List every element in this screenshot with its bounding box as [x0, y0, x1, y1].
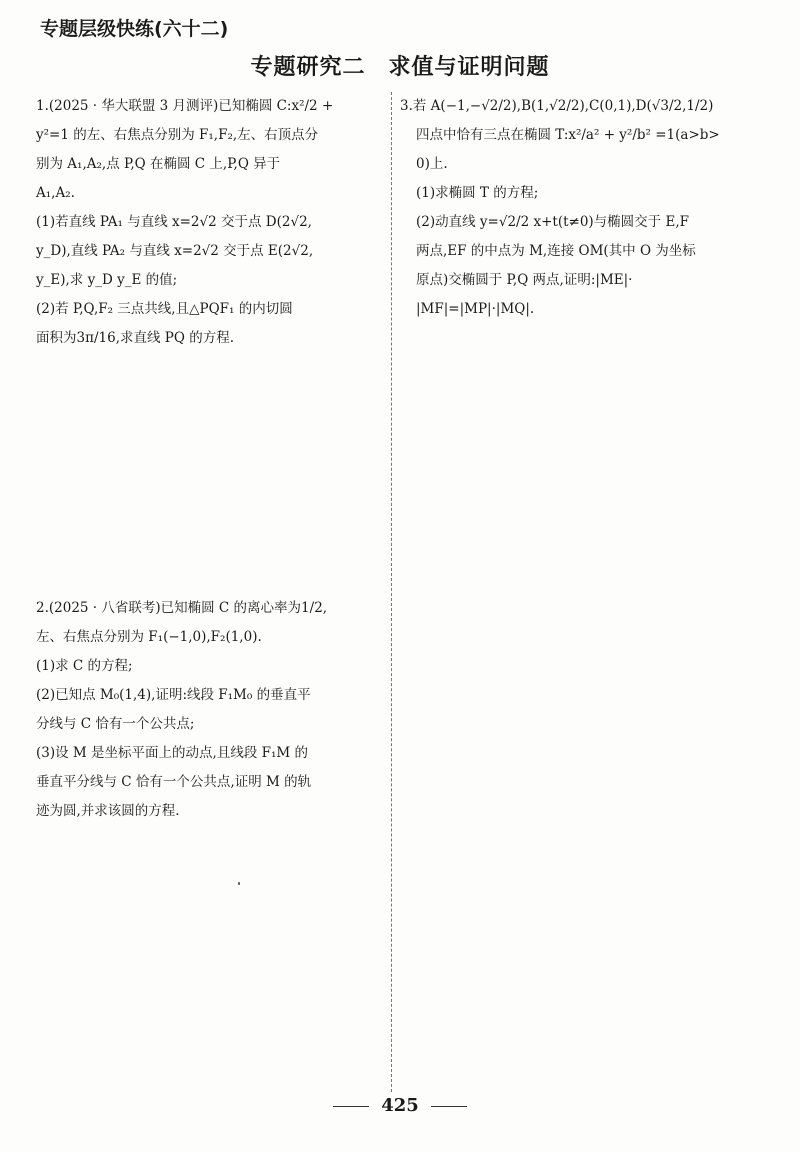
- problem-3-line: |MF|=|MP|·|MQ|.: [416, 301, 535, 317]
- page-number-dash: [431, 1106, 467, 1107]
- problem-2-line: 分线与 C 恰有一个公共点;: [36, 716, 195, 732]
- problem-2-line: (3)设 M 是坐标平面上的动点,且线段 F₁M 的: [36, 745, 309, 761]
- problem-2-line: (1)求 C 的方程;: [36, 658, 133, 674]
- problem-1-line: A₁,A₂.: [36, 185, 75, 201]
- page-number: 425: [381, 1095, 419, 1116]
- page-title: 专题研究二 求值与证明问题: [250, 55, 550, 80]
- problem-3-line: 两点,EF 的中点为 M,连接 OM(其中 O 为坐标: [416, 243, 696, 259]
- problem-2-line: 垂直平分线与 C 恰有一个公共点,证明 M 的轨: [36, 774, 312, 790]
- problem-1-line: 1.(2025 · 华大联盟 3 月测评)已知椭圆 C:x²/2 +: [36, 98, 334, 114]
- problem-2-line: 左、右焦点分别为 F₁(−1,0),F₂(1,0).: [36, 629, 262, 645]
- problem-1-line: (1)若直线 PA₁ 与直线 x=2√2 交于点 D(2√2,: [36, 214, 312, 230]
- problem-1-line: 面积为3π/16,求直线 PQ 的方程.: [36, 330, 235, 346]
- problem-3-line: (1)求椭圆 T 的方程;: [416, 185, 539, 201]
- problem-1: [36, 92, 376, 353]
- page-number-block: [0, 1095, 800, 1116]
- problem-2: [36, 594, 376, 826]
- column-divider: [391, 92, 392, 1092]
- problem-3: [400, 92, 760, 324]
- problem-1-line: y_E),求 y_D y_E 的值;: [36, 272, 178, 288]
- problem-2-line: (2)已知点 M₀(1,4),证明:线段 F₁M₀ 的垂直平: [36, 687, 311, 703]
- problem-1-line: (2)若 P,Q,F₂ 三点共线,且△PQF₁ 的内切圆: [36, 301, 293, 317]
- problem-3-line: 3.若 A(−1,−√2/2),B(1,√2/2),C(0,1),D(√3/2,1/2): [400, 98, 714, 114]
- problem-3-line: 原点)交椭圆于 P,Q 两点,证明:|ME|·: [416, 272, 633, 288]
- problem-2-line: 迹为圆,并求该圆的方程.: [36, 803, 180, 819]
- print-speck: [238, 882, 240, 885]
- problem-3-line: 0)上.: [416, 156, 448, 172]
- problem-3-line: (2)动直线 y=√2/2 x+t(t≠0)与椭圆交于 E,F: [416, 214, 689, 230]
- problem-1-line: y_D),直线 PA₂ 与直线 x=2√2 交于点 E(2√2,: [36, 243, 314, 259]
- problem-3-line: 四点中恰有三点在椭圆 T:x²/a² + y²/b² =1(a>b>: [416, 127, 720, 143]
- page-number-dash: [333, 1106, 369, 1107]
- problem-1-line: 别为 A₁,A₂,点 P,Q 在椭圆 C 上,P,Q 异于: [36, 156, 281, 172]
- problem-1-line: y²=1 的左、右焦点分别为 F₁,F₂,左、右顶点分: [36, 127, 319, 143]
- header-label: 专题层级快练(六十二): [40, 18, 229, 40]
- problem-2-line: 2.(2025 · 八省联考)已知椭圆 C 的离心率为1/2,: [36, 600, 328, 616]
